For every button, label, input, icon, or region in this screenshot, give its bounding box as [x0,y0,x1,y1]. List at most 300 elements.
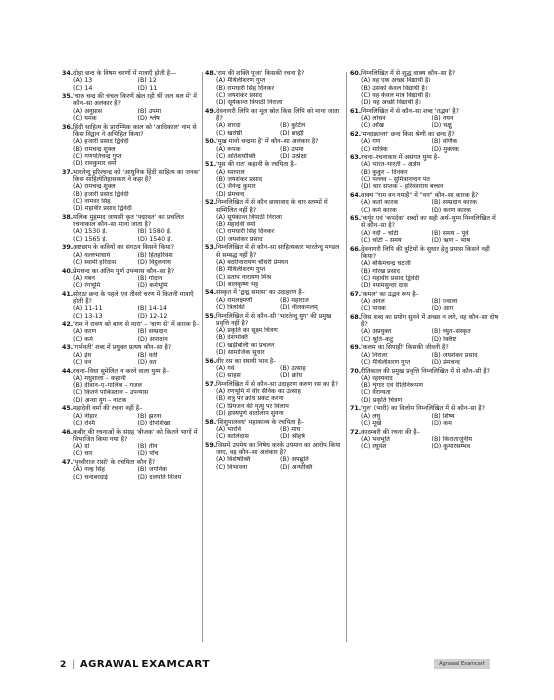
answer-option: (D) पाँच [137,450,159,458]
answer-option: (C) नामवर सिंह [73,197,111,205]
answer-option: (D) अपादान [137,335,168,343]
question-item [62,244,200,266]
question-number: 50. [205,138,217,146]
question-text: निम्नलिखित में से शुद्ध वाक्य कौन–सा है? [361,70,456,77]
answer-option: (C) मात्रिक [361,145,388,153]
answer-option: (A) 13 [73,77,93,85]
question-number: 53. [205,244,217,252]
column-divider [346,72,347,642]
question-number: 46. [62,428,74,436]
answer-option: (D) अन्योक्ति [280,463,313,471]
answer-option: (B) महादेवी वर्मा [216,221,256,229]
question-item [205,138,342,160]
answer-options [73,138,200,167]
answer-option: (B) तीन [137,443,158,451]
answer-option: (D) दलपति विजय [137,473,182,481]
answer-option: (A) भारवि [216,425,241,433]
answer-option: (A) नदी – चोटी [361,229,399,237]
answer-options [361,161,500,190]
answer-options [73,108,200,123]
page-number: 2 [60,660,67,670]
question-text: देवनागरी लिपि का मूल स्रोत किस लिपि को माना जाता है? [216,107,340,123]
answer-options [216,77,342,106]
answer-option: (C) वह केवल मात्र विद्यार्थी है। [361,91,431,99]
question-number: 44. [62,367,74,375]
answer-option: (D) रामकुमार वर्मा [73,160,117,168]
answer-option: (A) गण [361,138,381,146]
answer-option: (D) कुमारसम्भव [431,443,471,451]
answer-option: (B) 14-14 [137,305,168,313]
question-item [205,161,342,197]
question-number: 60. [350,70,362,77]
question-number: 38. [62,213,74,221]
answer-option: (D) अन्धा युग – नाटक [73,396,127,404]
answer-option: (C) कर्म [73,335,93,343]
question-text: 'चारु चन्द्र की चंचल किरणें खेल रही थीं जल थल में' में कौन–सा अलंकार है? [73,93,197,108]
question-text: मलिक मुहम्मद जायसी कृत 'पद्मावत' का प्रचलित रचनाकाल कौन–सा माना जाता है? [73,213,184,229]
question-item [62,291,200,320]
question-text: महादेवी वर्मा की रचना नहीं है– [73,405,143,413]
answer-option: (D) सामाजिक सुधार [216,349,265,357]
answer-option: (C) गणपतिचन्द्र गुप्त [73,152,122,160]
question-item [350,344,500,366]
answer-options [73,466,200,481]
answer-option: (A) रूपक [216,145,241,153]
question-item [62,93,200,122]
answer-option: (A) मधुशाला – कहानी [73,374,126,382]
answer-option: (B) गोदान [137,274,163,282]
answer-options [361,77,500,106]
question-item [350,108,500,130]
answer-options [73,275,200,290]
answer-option: (B) शत्रु पर क्रोध प्रकट करना [216,395,284,403]
answer-options [216,169,342,198]
question-text: 'कमल' का उद्भव रूप है– [361,290,419,298]
answer-option: (B) महाराज [280,296,309,304]
answer-option: (C) रंगभूमि [73,282,101,290]
answer-option: (C) मैथिलीशरण गुप्त [361,358,411,366]
question-item [205,70,342,106]
question-number: 43. [62,344,74,352]
answer-option: (B) हजारी प्रसाद द्विवेदी [73,190,129,198]
answer-option: (D) श्यामसुन्दर दास [361,282,408,290]
answer-option: (D) दीपशिखा [137,419,171,427]
answer-option: (C) रश्मि [73,419,95,427]
answer-option: (B) हितहरिवंश [137,251,173,259]
answer-options [361,352,500,367]
answer-option: (C) रघुवंश [361,443,387,451]
answer-option: (B) उपमा [280,145,304,153]
question-item [350,154,500,190]
question-text: 'पूस की रात' कहानी के रचयिता है– [216,161,297,169]
answer-options [361,375,500,404]
question-text: भारतेन्दु हरिश्चन्द्र को 'आधुनिक हिंदी साहित्य का जनक' किस साहित्येतिहासकार ने कहा है? [73,168,200,184]
answer-option: (B) उपमा [137,107,162,115]
answer-options [73,375,200,404]
question-text: प्रेमचन्द का अंतिम पूर्ण उपन्यास कौन–सा है? [73,267,175,275]
answer-option: (C) यमक [73,115,97,123]
answer-option: (D) हास्यपूर्ण वार्तालाप सुनना [216,410,284,418]
answer-option: (A) वल्लभाचार्य [73,251,111,259]
answer-option: (A) गबन [73,274,95,282]
answer-option: (D) प्रेमचन्द [216,190,245,198]
answer-option: (B) जयशंकर प्रसाद [216,176,263,184]
answer-option: (B) शृंगार एवं रीतिनिरूपण [361,382,423,390]
question-text: 'शिशुपालवध' महाकाव्य के रचयिता है– [216,418,304,426]
question-text: दोहा छन्द के विषम चरणों में मात्राएँ होती है— [73,70,177,77]
answer-option: (A) विशेषोक्ति [216,456,251,464]
brand-logo [72,659,211,670]
question-number: 52. [205,199,217,207]
answer-option: (C) पल्लव – सुमित्रानन्दन पंत [361,176,430,184]
answer-option: (A) 1530 ई. [73,228,108,236]
answer-options [361,298,500,313]
answer-option: (C) चार [73,450,93,458]
question-number: 59. [205,441,217,449]
answer-option: (D) प्रेमचन्द [431,358,460,366]
answer-option: (D) करण कारक [431,206,472,214]
question-number: 57. [205,380,217,388]
answer-option: (A) सूर्यकान्त त्रिपाठी निराला [216,213,282,221]
answer-option: (B) माघ [280,425,301,433]
answer-options [216,214,342,243]
answer-option: (C) प्रताप नारायण मिश्र [216,273,272,281]
answer-option: (B) देशभक्ति [216,334,248,342]
page-footer [60,658,490,676]
answer-option: (A) प्रकृति का सूक्ष्म चित्रण [216,327,278,335]
answer-options [361,115,500,130]
answer-options [361,413,500,428]
column-divider [202,72,203,642]
question-item [205,381,342,417]
answer-options [361,436,500,451]
answer-option: (C) वैराग्यता [361,389,391,397]
answer-option: (A) अप्रयुक्त [361,328,392,336]
question-text: कादम्बरी की रचना की है– [361,428,420,436]
answer-option: (D) आग [431,305,454,313]
question-number: 58. [205,418,217,426]
question-text: जिस शब्द का प्रयोग सुनने में अच्छा न लगे, वह कौन–सा दोष है? [361,313,499,329]
answer-option: (C) विभावना [216,463,248,471]
answer-option: (D) कर्मभूमि [137,282,168,290]
question-number: 42. [62,321,74,329]
question-item [62,70,200,92]
question-column-1 [62,70,200,645]
answer-option: (A) नल्ह सिंह [73,466,106,474]
answer-option: (A) शारदा [216,122,241,130]
answer-options [361,328,500,343]
question-number: 54. [205,289,217,297]
question-text: 'राम ने रावण को बाण से मारा' – 'बाण से' में कारक है– [73,321,200,329]
answer-option: (D) वह अच्छी विद्यार्थी है। [361,99,421,107]
question-number: 47. [62,459,74,466]
answer-option: (A) लघु [361,412,381,420]
question-item [350,291,500,313]
answer-option: (B) झरना [137,412,162,420]
answer-option: (B) वर्णिक [431,138,458,146]
answer-option: (C) 1565 ई. [73,235,108,243]
question-text: निम्नलिखित में से कौन–सी 'भारतेन्दु युग' की प्रमुख प्रवृत्ति नहीं है? [216,312,332,327]
answer-options [216,365,342,380]
answer-option: (B) दीवान–ए–गालिब – गजल [73,382,142,390]
answer-options [361,230,500,245]
answer-option: (B) जगनिक [137,466,167,474]
answer-option: (B) 1580 ई. [137,228,172,236]
question-text: 'मन्दाक्रान्ता' छन्द किस श्रेणी का छन्द है? [361,130,455,138]
answer-option: (B) कुकुर – दिनकर [361,168,408,176]
answer-option: (C) रामधारी सिंह दिनकर [216,228,275,236]
answer-option: (A) 11-11 [73,305,103,313]
question-number: 65. [350,215,362,223]
question-text: 'मुख मानो चन्द्रमा है' में कौन–सा अलंकार है? [216,138,319,146]
answer-option: (C) कालिदास [216,433,249,441]
brand-right-text: EXAMCART [141,659,211,670]
answer-options [73,183,200,212]
answer-option: (A) दो [73,443,90,451]
answer-option: (C) साहस [216,372,241,380]
question-number: 68. [350,313,362,321]
answer-options [216,122,342,137]
answer-options [73,443,200,458]
question-item [205,419,342,441]
answer-option: (A) भवभूति [361,435,390,443]
question-text: 'कर्पूर एवं 'कपर्दक' शब्दों का सही अर्थ–युग्म निम्नलिखित में से कौन–सा है? [361,215,496,230]
question-text: देवनागरी लिपि की त्रुटियों के सुधार हेतु प्रयास किसने नहीं किया? [361,245,490,260]
question-text: वाक्य "राम वन गयाहै" में "वन" कौन–सा कारक है? [361,191,479,199]
answer-option: (D) क्लिष्ट [431,335,457,343]
answer-option: (C) पावक [361,305,386,313]
answer-option: (D) 1540 ई. [137,235,173,243]
answer-options [216,297,342,312]
question-item [62,429,200,458]
answer-options [361,138,500,153]
answer-options [216,259,342,288]
answer-option: (B) वती [137,351,158,359]
question-column-3 [350,70,500,645]
answer-option: (C) कर्म कारक [361,206,397,214]
question-number: 55. [205,312,217,320]
question-number: 56. [205,357,217,365]
answer-option: (D) चार सप्तक – हरिवंशराय बच्चन [361,183,444,191]
question-number: 64. [350,191,362,199]
answer-option: (B) नयन [431,115,454,123]
answer-option: (B) जयशंकर प्रसाद [431,351,478,359]
answer-option: (A) रहस्यवाद [361,374,393,382]
answer-options [73,252,200,267]
question-item [350,429,500,451]
answer-option: (D) प्रकृति चित्रण [361,396,403,404]
answer-option: (B) 12 [137,77,157,85]
question-text: निम्नलिखित में से कौन छायावाद के चार स्तम्भों में सम्मिलित नहीं है? [216,199,328,214]
answer-option: (D) 11 [137,84,158,92]
answer-option: (B) मैथिलीशरण गुप्त [216,266,266,274]
answer-option: (A) करण [73,328,97,336]
answer-option: (C) खड़ीबोली का प्रचलन [216,341,275,349]
answer-option: (C) स्वामी हरिदास [73,258,117,266]
answer-option: (A) बंकिमचन्द्र चटर्जी [361,260,411,268]
answer-option: (B) ज्वाला [431,297,458,305]
question-text: सोरठा छन्द के पहले एवं तीसरे चरण में कितनी मात्राएँ होती हैं? [73,290,194,305]
publisher-stamp: Agrawal Examcart [434,659,490,669]
question-number: 41. [62,290,74,298]
question-text: निम्नलिखित में से कौन–सा शब्द 'तद्भव' है? [361,107,459,115]
answer-option: (C) महावीर प्रसाद द्विवेदी [361,274,420,282]
question-text: निम्नलिखित में से कौन–सा उदाहरण करुण रस का है? [216,380,339,388]
question-item [350,215,500,244]
answer-option: (B) सम्प्रदान [137,328,168,336]
answer-option: (A) गर्व [216,364,235,372]
question-text: रचना–रचनाकार में असंगत युग्म है– [361,154,441,162]
answer-option: (D) ब्राह्मी [280,129,304,137]
question-text: जिसमें उपमेय का निषेध करके उपमान का आरोप किया जाए, वह कौन–सा अलंकार है? [216,441,341,457]
answer-option: (C) आँख [361,122,384,130]
question-item [350,246,500,290]
question-number: 45. [62,405,74,413]
question-column-2 [205,70,342,645]
question-text: वीर रस का स्थायी भाव है– [216,357,277,365]
question-number: 34. [62,70,74,77]
answer-option: (A) लोचन [361,115,386,123]
answer-option: (C) त्रिलोकी [216,303,245,311]
question-item [62,169,200,213]
answer-option: (C) चन्दबरदाई [73,473,108,481]
question-item [62,459,200,481]
answer-option: (C) वन [73,358,92,366]
question-text: 'गुरु' (भारी) का विलोम निम्नलिखित में से कौन–सा है? [361,405,485,413]
answer-option: (A) यशपाल [216,168,245,176]
question-item [350,192,500,214]
question-item [205,313,342,357]
answer-option: (B) उसको केवल विद्यार्थी है। [361,84,428,92]
question-item [62,124,200,168]
question-text: रीतिकाल की प्रमुख प्रवृत्ति निम्नलिखित में से कौन–सी है? [361,367,490,375]
answer-option: (A) वह एक अच्छा विद्यार्थी है। [361,77,431,85]
answer-options [73,352,200,367]
question-item [350,131,500,153]
question-item [205,442,342,471]
answer-option: (B) उत्साह [280,364,306,372]
answer-option: (A) रामलक्ष्मणौ [216,296,253,304]
question-text: 'गर्भवती' शब्द में प्रयुक्त प्रत्यय कौन–सा है? [73,344,172,352]
answer-option: (A) निराला [361,351,388,359]
question-item [62,405,200,427]
question-number: 39. [62,244,74,252]
question-item [62,321,200,343]
answer-option: (A) रणभूमि में वीर सैनिक का उत्साह [216,388,301,396]
answer-option: (B) गोरख प्रसाद [361,267,400,275]
question-number: 71. [350,405,362,413]
question-number: 67. [350,290,362,298]
question-number: 51. [205,161,217,169]
answer-option: (B) रामधारी सिंह दिनकर [216,84,275,92]
answer-option: (C) 13-13 [73,312,103,320]
answer-option: (B) शिष्य [431,412,455,420]
answer-option: (A) मैथिलीशरण गुप्त [216,77,266,85]
answer-option: (A) बदरीनारायण चौधरी प्रेमघन [216,258,289,266]
question-number: 69. [350,344,362,352]
question-item [350,314,500,343]
answer-option: (C) श्रुति–कटु [361,335,394,343]
question-number: 66. [350,245,362,253]
answer-option: (D) क्रोध [280,372,303,380]
answer-option: (D) विट्ठलनाथ [137,258,171,266]
answer-option: (D) सूर्यकान्त त्रिपाठी निराला [216,99,283,107]
answer-option: (A) अनुप्रास [73,107,102,115]
question-item [205,289,342,311]
question-item [62,268,200,290]
answer-option: (D) श्रीहर्ष [280,433,305,441]
question-text: 'कलम का सिपाही' किसकी जीवनी है? [361,344,449,352]
answer-option: (B) कुटिल [280,122,306,130]
answer-option: (D) कम [431,419,452,427]
answer-option: (C) कितने पाकिस्तान – उपन्यास [73,389,149,397]
answer-option: (C) खरोष्ठी [216,129,243,137]
question-number: 61. [350,107,362,115]
question-number: 40. [62,267,74,275]
answer-option: (B) च्युत–संस्कृत [431,328,471,336]
answer-option: (A) रामचन्द्र शुक्ल [73,183,116,191]
answer-option: (D) 12-12 [137,312,168,320]
question-text: 'पृथ्वीराज रासो' के रचयिता कौन हैं? [73,459,156,466]
question-item [62,214,200,243]
question-number: 70. [350,367,362,375]
answer-option: (D) मुक्तक [431,145,459,153]
answer-option: (A) कर्ता कारक [361,199,399,207]
answer-option: (C) अतिशयोक्ति [216,152,256,160]
answer-option: (D) नीलकमलम् [280,303,318,311]
answer-options [73,228,200,243]
footer-separator: | [72,659,76,670]
question-text: कबीर की रचनाओं के संग्रह 'बीजक' को कितने भागों में विभाजित किया गया है? [73,428,198,443]
question-item [205,244,342,288]
answer-options [73,305,200,320]
answer-option: (D) ऋण – भाष [431,237,471,245]
question-item [350,405,500,427]
answer-options [361,260,500,289]
answer-options [73,413,200,428]
answer-options [73,77,200,92]
answer-options [216,327,342,356]
answer-options [216,456,342,471]
answer-option: (B) समय – पूर्व [431,229,469,237]
answer-option: (C) मूर्ख [361,419,382,427]
question-number: 63. [350,154,362,162]
question-text: रचना–विधा सुमेलित न करने वाला युग्म है– [73,367,170,375]
question-text: निम्नलिखित में से कौन–सा साहित्यकार भारतेन्दु मण्डल से सम्बद्ध नहीं है? [216,244,340,259]
brand-left-text: AGRAWAL [79,659,140,670]
answer-option: (C) जैनेन्द्र कुमार [216,183,256,191]
answer-option: (B) किरातार्जुनीय [431,435,473,443]
answer-option: (B) अपह्नुति [280,456,309,464]
question-item [205,358,342,380]
answer-option: (C) चोटी – समय [361,237,402,245]
question-number: 49. [205,107,217,115]
question-item [205,108,342,137]
answer-option: (D) वत [137,358,157,366]
question-item [62,344,200,366]
answer-option: (D) श्लेष [137,115,160,123]
answer-options [73,328,200,343]
question-text: अष्टछाप के कवियों का संगठन किसने किया? [73,244,174,252]
answer-option: (A) ईय [73,351,91,359]
question-item [205,199,342,243]
answer-option: (D) जयशंकर प्रसाद [216,235,263,243]
question-text: हिंदी साहित्य के प्रारम्भिक काल को 'आदिकाल' नाम से किस विद्वान ने अभिहित किया? [73,123,197,138]
answer-option: (A) हजारी प्रसाद द्विवेदी [73,138,129,146]
answer-options [216,426,342,441]
answer-options [216,388,342,417]
question-number: 48. [205,70,217,77]
